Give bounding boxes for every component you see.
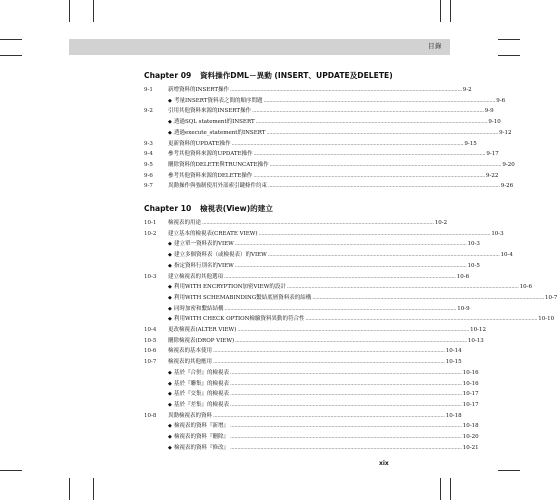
toc-subentry xyxy=(168,314,555,324)
entry-title: 刪除檢視表(DROP VIEW) xyxy=(168,337,235,344)
section-number: 10-5 xyxy=(144,337,157,344)
dot-leader: ................................................................................................................................................................ xyxy=(263,97,496,104)
toc-subentry xyxy=(168,239,480,249)
entry-title: 刪除資料的DELETE與TRUNCATE操作 xyxy=(168,161,269,168)
entry-page: 9-22 xyxy=(486,172,499,179)
diamond-bullet-icon: ◆ xyxy=(168,380,172,387)
entry-title: 更新資料的UPDATE操作 xyxy=(168,140,231,147)
diamond-bullet-icon: ◆ xyxy=(168,252,172,259)
dot-leader: ................................................................................................................................................................ xyxy=(234,241,467,248)
toc-subentry xyxy=(168,443,479,453)
dot-leader: ................................................................................................................................................................ xyxy=(230,369,462,376)
toc-subentry xyxy=(168,421,479,431)
entry-page: 9-15 xyxy=(464,140,477,147)
toc-subentry xyxy=(168,117,501,127)
entry-page: 9-6 xyxy=(496,97,506,104)
entry-title: 利用WITH CHECK OPTION檢驗資料異動的符合性 xyxy=(174,316,305,323)
entry-page: 9-26 xyxy=(500,183,514,190)
section-number: 9-5 xyxy=(144,161,153,168)
section-number: 10-1 xyxy=(144,220,157,226)
diamond-bullet-icon: ◆ xyxy=(168,119,172,126)
toc-entry xyxy=(144,272,470,282)
entry-title: 同時加密和繫結結構 xyxy=(174,305,224,312)
crop-mark-top-left-v2 xyxy=(93,0,94,22)
entry-title: 檢視表的其他應用 xyxy=(168,359,213,366)
entry-title: 基於『交集』的檢視表 xyxy=(174,391,230,398)
entry-title: 考量INSERT資料表之間的順序問題 xyxy=(174,97,263,104)
entry-page: 10-4 xyxy=(500,252,513,259)
diamond-bullet-icon: ◆ xyxy=(168,305,172,312)
entry-page: 10-20 xyxy=(462,434,479,440)
entry-page: 10-6 xyxy=(456,273,470,280)
dot-leader: ................................................................................................................................................................ xyxy=(286,284,519,291)
dot-leader: ................................................................................................................................................................ xyxy=(229,87,462,93)
dot-leader: ................................................................................................................................................................ xyxy=(230,401,462,408)
entry-title: 指定資料行別名的VIEW xyxy=(174,262,234,269)
toc-entry xyxy=(144,411,462,421)
diamond-bullet-icon: ◆ xyxy=(168,129,172,136)
chapter-title: 檢視表(View)的建立 xyxy=(199,204,273,213)
diamond-bullet-icon: ◆ xyxy=(168,262,172,269)
chapter-number: Chapter 09 xyxy=(144,71,192,80)
dot-leader: ................................................................................................................................................................ xyxy=(224,273,456,280)
crop-mark-bottom-left-v xyxy=(69,478,70,500)
entry-page: 9-12 xyxy=(499,129,512,136)
entry-page: 10-12 xyxy=(470,327,486,333)
entry-page: 9-9 xyxy=(484,108,494,115)
crop-mark-top-left-h xyxy=(0,39,22,40)
entry-title: 檢視表的資料『修改』 xyxy=(174,444,230,451)
crop-mark-bottom-right-v2 xyxy=(450,478,451,500)
diamond-bullet-icon: ◆ xyxy=(168,401,172,408)
toc-subentry xyxy=(168,432,479,442)
entry-title: 建立多個資料表（或檢視表）的VIEW xyxy=(174,252,267,259)
entry-title: 異動檢視表的資料 xyxy=(168,412,213,419)
toc-subentry xyxy=(168,250,513,260)
entry-page: 9-10 xyxy=(488,119,501,126)
toc-entry xyxy=(144,229,504,239)
entry-page: 10-3 xyxy=(467,241,480,248)
dot-leader: ................................................................................................................................................................ xyxy=(202,220,434,226)
entry-page: 10-15 xyxy=(445,359,462,366)
dot-leader: ................................................................................................................................................................ xyxy=(258,230,491,237)
entry-title: 透過execute_statement的INSERT xyxy=(174,129,266,136)
dot-leader: ................................................................................................................................................................ xyxy=(213,348,445,355)
diamond-bullet-icon: ◆ xyxy=(168,434,172,440)
diamond-bullet-icon: ◆ xyxy=(168,369,172,376)
entry-page: 10-6 xyxy=(519,284,532,291)
diamond-bullet-icon: ◆ xyxy=(168,97,172,104)
entry-title: 透過SQL statement的INSERT xyxy=(174,119,255,126)
crop-mark-top-right-h2 xyxy=(498,55,520,56)
dot-leader: ................................................................................................................................................................ xyxy=(230,444,462,451)
toc-entry xyxy=(144,85,472,95)
toc-subentry xyxy=(168,304,470,314)
section-number: 10-6 xyxy=(144,348,157,355)
dot-leader: ................................................................................................................................................................ xyxy=(253,172,486,179)
dot-leader: ................................................................................................................................................................ xyxy=(255,119,488,126)
entry-page: 10-17 xyxy=(462,391,479,398)
entry-page: 10-2 xyxy=(434,220,448,226)
section-number: 9-6 xyxy=(144,172,153,179)
diamond-bullet-icon: ◆ xyxy=(168,241,172,248)
dot-leader: ................................................................................................................................................................ xyxy=(213,412,445,419)
dot-leader: ................................................................................................................................................................ xyxy=(213,359,445,366)
dot-leader: ................................................................................................................................................................ xyxy=(237,327,470,333)
crop-mark-bottom-right-h xyxy=(498,470,520,471)
diamond-bullet-icon: ◆ xyxy=(168,444,172,451)
chapter-heading-09 xyxy=(144,70,393,81)
toc-subentry xyxy=(168,261,480,271)
section-number: 10-2 xyxy=(144,230,157,237)
entry-page: 10-18 xyxy=(445,412,462,419)
entry-page: 10-18 xyxy=(462,423,479,430)
dot-leader: ................................................................................................................................................................ xyxy=(266,129,499,136)
dot-leader: ................................................................................................................................................................ xyxy=(234,262,467,269)
dot-leader: ................................................................................................................................................................ xyxy=(235,337,467,344)
section-number: 10-3 xyxy=(144,273,157,280)
toc-entry xyxy=(144,346,462,356)
dot-leader: ................................................................................................................................................................ xyxy=(230,380,462,387)
entry-title: 檢視表的用途 xyxy=(168,220,202,226)
entry-page: 10-17 xyxy=(462,401,479,408)
entry-page: 10-9 xyxy=(457,305,470,312)
toc-entry xyxy=(144,139,477,149)
crop-mark-top-right-v2 xyxy=(450,0,451,22)
toc-subentry xyxy=(168,128,512,138)
toc-entry xyxy=(144,325,486,335)
chapter-heading-10 xyxy=(144,203,273,214)
section-number: 9-2 xyxy=(144,108,153,115)
entry-title: 基於『聯集』的檢視表 xyxy=(174,380,230,387)
entry-page: 9-20 xyxy=(502,161,515,168)
section-number: 9-3 xyxy=(144,140,153,147)
dot-leader: ................................................................................................................................................................ xyxy=(230,391,462,398)
toc-subentry xyxy=(168,96,506,106)
section-number: 10-8 xyxy=(144,412,157,419)
entry-page: 10-5 xyxy=(467,262,480,269)
entry-title: 利用WITH ENCRYPTION加密VIEW的設計 xyxy=(174,284,286,291)
diamond-bullet-icon: ◆ xyxy=(168,316,172,323)
crop-mark-top-left-v xyxy=(69,0,70,22)
entry-title: 參考其他資料來源的UPDATE操作 xyxy=(168,151,253,158)
section-number: 10-7 xyxy=(144,359,157,366)
entry-title: 基於『差集』的檢視表 xyxy=(174,401,230,408)
toc-subentry xyxy=(168,368,479,378)
section-number: 9-1 xyxy=(144,87,153,93)
toc-subentry xyxy=(168,379,479,389)
crop-mark-top-left-h2 xyxy=(0,55,22,56)
diamond-bullet-icon: ◆ xyxy=(168,284,172,291)
entry-page: 10-3 xyxy=(491,230,504,237)
entry-title: 檢視表的基本使用 xyxy=(168,348,213,355)
diamond-bullet-icon: ◆ xyxy=(168,423,172,430)
entry-title: 建立檢視表的其他選項 xyxy=(168,273,224,280)
toc-entry xyxy=(144,149,499,159)
dot-leader: ................................................................................................................................................................ xyxy=(253,151,486,158)
dot-leader: ................................................................................................................................................................ xyxy=(251,108,484,115)
entry-title: 異動操作與強制使用外部索引鍵條件約束 xyxy=(168,183,268,190)
header-band xyxy=(69,39,450,55)
entry-title: 建立單一資料表的VIEW xyxy=(174,241,234,248)
entry-title: 基於『合併』的檢視表 xyxy=(174,369,230,376)
toc-entry xyxy=(144,181,514,191)
chapter-title: 資料操作DML－異動 (INSERT、UPDATE及DELETE) xyxy=(199,71,393,80)
toc-entry xyxy=(144,160,515,170)
dot-leader: ................................................................................................................................................................ xyxy=(268,183,500,190)
toc-entry xyxy=(144,336,484,346)
entry-title: 參考其他資料來源的DELETE操作 xyxy=(168,172,253,179)
entry-page: 10-16 xyxy=(462,380,479,387)
entry-page: 9-2 xyxy=(462,87,472,93)
entry-title: 更改檢視表(ALTER VIEW) xyxy=(168,327,237,333)
section-number: 9-7 xyxy=(144,183,153,190)
entry-page: 10-21 xyxy=(462,444,479,451)
entry-title: 利用WITH SCHEMABINDING繫結底層資料表的結構 xyxy=(174,294,312,301)
page-number: xix xyxy=(379,460,389,467)
entry-title: 引用其他資料來源的INSERT操作 xyxy=(168,108,251,115)
dot-leader: ................................................................................................................................................................ xyxy=(231,140,464,147)
crop-mark-bottom-left-h xyxy=(0,470,22,471)
entry-title: 新增資料的INSERT操作 xyxy=(168,87,229,93)
toc-entry xyxy=(144,106,494,116)
crop-mark-bottom-right-v xyxy=(440,478,441,500)
section-number: 10-4 xyxy=(144,327,157,333)
toc-entry xyxy=(144,357,462,367)
dot-leader: ................................................................................................................................................................ xyxy=(230,423,462,430)
toc-subentry xyxy=(168,389,479,399)
dot-leader: ................................................................................................................................................................ xyxy=(224,305,457,312)
dot-leader: ................................................................................................................................................................ xyxy=(312,294,544,301)
entry-page: 10-7 xyxy=(544,294,557,301)
dot-leader: ................................................................................................................................................................ xyxy=(269,161,502,168)
toc-subentry xyxy=(168,282,532,292)
entry-page: 10-14 xyxy=(445,348,462,355)
entry-title: 建立基本的檢視表(CREATE VIEW) xyxy=(168,230,258,237)
entry-title: 檢視表的資料『新增』 xyxy=(174,423,230,430)
entry-page: 9-17 xyxy=(486,151,499,158)
section-number: 9-4 xyxy=(144,151,153,158)
diamond-bullet-icon: ◆ xyxy=(168,294,172,301)
entry-page: 10-13 xyxy=(467,337,484,344)
dot-leader: ................................................................................................................................................................ xyxy=(267,252,500,259)
toc-entry xyxy=(144,171,499,181)
entry-title: 檢視表的資料『刪除』 xyxy=(174,434,230,440)
entry-page: 10-16 xyxy=(462,369,479,376)
diamond-bullet-icon: ◆ xyxy=(168,391,172,398)
dot-leader: ................................................................................................................................................................ xyxy=(230,434,462,440)
crop-mark-bottom-left-v2 xyxy=(93,478,94,500)
header-label: 目錄 xyxy=(428,42,442,50)
toc-entry xyxy=(144,218,448,228)
chapter-number: Chapter 10 xyxy=(144,204,192,213)
toc-subentry xyxy=(168,400,479,410)
toc-subentry xyxy=(168,293,557,303)
crop-mark-top-right-h xyxy=(498,39,520,40)
dot-leader: ................................................................................................................................................................ xyxy=(305,316,538,323)
entry-page: 10-10 xyxy=(538,316,555,323)
crop-mark-top-right-v xyxy=(440,0,441,22)
